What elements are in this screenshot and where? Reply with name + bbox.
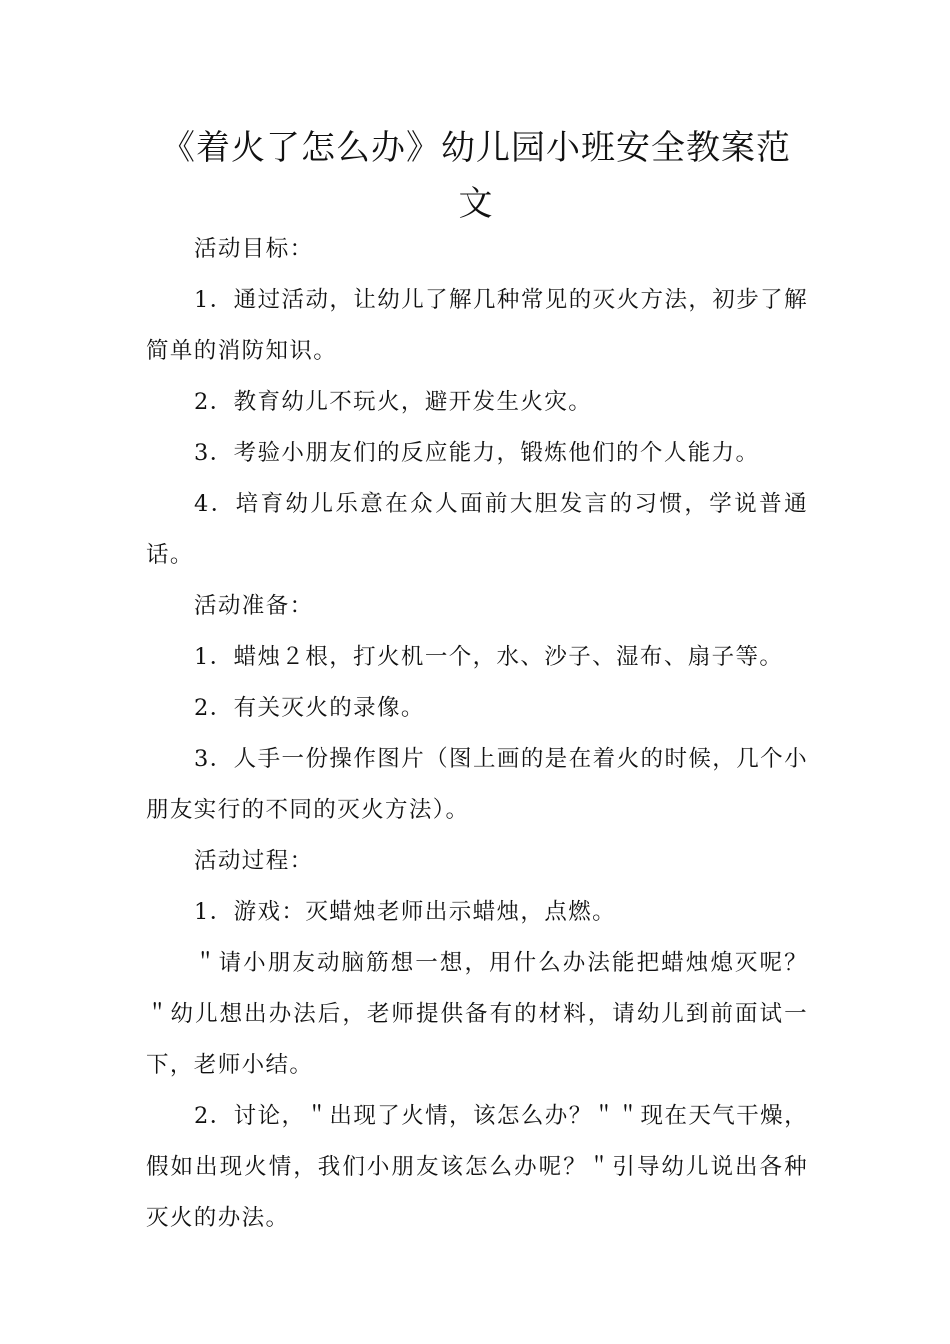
preparation-item-2: 2．有关灭火的录像。 xyxy=(194,695,425,721)
preparation-item-1: 1．蜡烛２根，打火机一个，水、沙子、湿布、扇子等。 xyxy=(194,644,784,670)
document-title-line-2: 文 xyxy=(458,184,494,224)
process-item-1: 1．游戏：灭蜡烛老师出示蜡烛，点燃。 xyxy=(194,899,617,925)
process-item-2: 2．讨论，＂出现了火情，该怎么办？＂＂现在天气干燥，假如出现火情，我们小朋友该怎么办呢？＂引导幼儿说出各种灭火的办法。 xyxy=(146,1103,808,1231)
goal-item-3: 3．考验小朋友们的反应能力，锻炼他们的个人能力。 xyxy=(194,440,760,466)
document-body xyxy=(146,224,808,1244)
goal-item-1: 1．通过活动，让幼儿了解几种常见的灭火方法，初步了解简单的消防知识。 xyxy=(146,287,808,364)
goal-item-2: 2．教育幼儿不玩火，避开发生火灾。 xyxy=(194,389,593,415)
section-heading-preparation: 活动准备： xyxy=(194,593,314,619)
section-heading-process: 活动过程： xyxy=(194,848,314,874)
process-paragraph: ＂请小朋友动脑筋想一想，用什么办法能把蜡烛熄灭呢？＂幼儿想出办法后，老师提供备有的材料，请幼儿到前面试一下，老师小结。 xyxy=(146,950,808,1078)
goal-item-4: 4．培育幼儿乐意在众人面前大胆发言的习惯，学说普通话。 xyxy=(146,491,808,568)
section-heading-goals: 活动目标： xyxy=(194,236,314,262)
document-title xyxy=(146,120,806,232)
document-title-line-1: 《着火了怎么办》幼儿园小班安全教案范 xyxy=(161,128,791,168)
preparation-item-3: 3．人手一份操作图片（图上画的是在着火的时候，几个小朋友实行的不同的灭火方法）。 xyxy=(146,746,808,823)
